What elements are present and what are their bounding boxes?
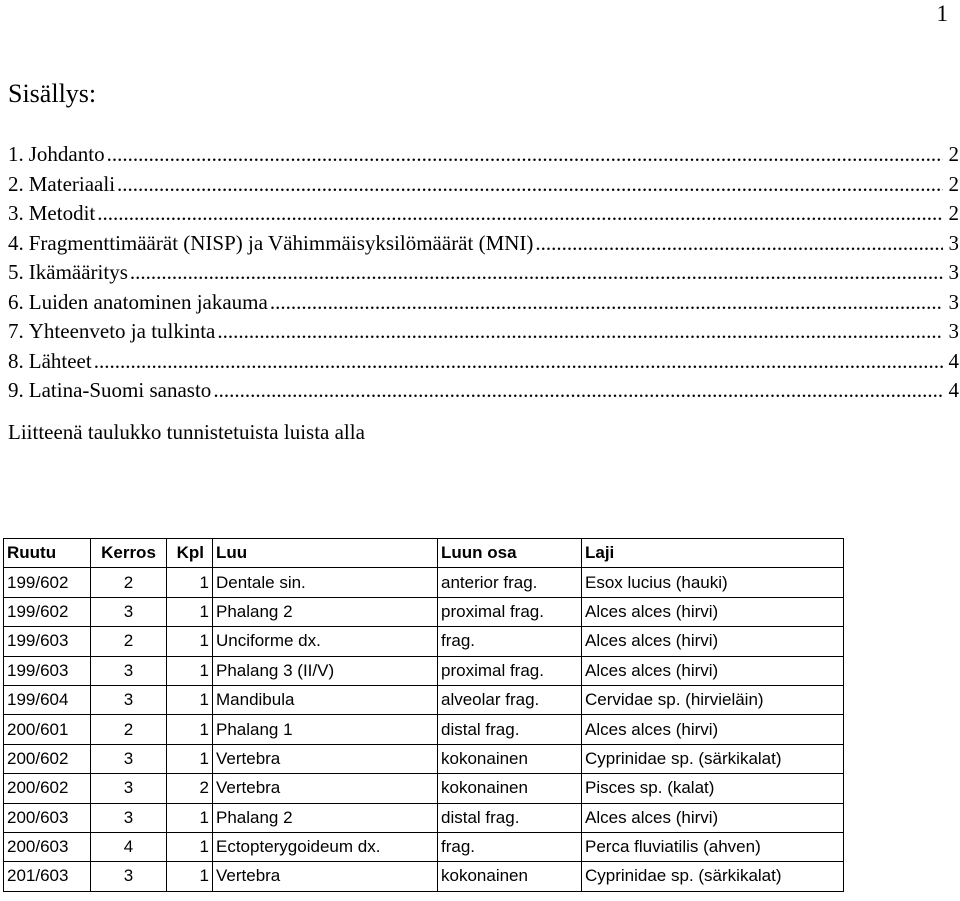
header-luu: Luu xyxy=(213,539,438,568)
table-row xyxy=(4,597,844,626)
cell-ruutu: 200/603 xyxy=(4,832,91,861)
toc-entry-page: 2 xyxy=(948,171,959,196)
cell-kpl: 1 xyxy=(167,627,213,656)
cell-luun-osa: proximal frag. xyxy=(438,656,582,685)
toc-entry-title: Fragmenttimäärät (NISP) ja Vähimmäisyksilömäärät (MNI) xyxy=(28,230,534,255)
toc-entry-title: Luiden anatominen jakauma xyxy=(28,289,268,314)
cell-laji: Alces alces (hirvi) xyxy=(582,715,844,744)
toc-entry[interactable] xyxy=(8,199,959,229)
cell-kerros: 3 xyxy=(91,774,167,803)
toc-entry-page: 3 xyxy=(948,319,959,343)
cell-luun-osa: frag. xyxy=(438,627,582,656)
toc-leader-dots xyxy=(535,229,942,259)
cell-kerros: 4 xyxy=(91,832,167,861)
toc-entry-page: 2 xyxy=(948,142,959,166)
table-row xyxy=(4,862,844,891)
cell-luun-osa: proximal frag. xyxy=(438,597,582,626)
toc-entry-page: 2 xyxy=(948,201,959,225)
cell-luun-osa: kokonainen xyxy=(438,744,582,773)
cell-kpl: 1 xyxy=(167,597,213,626)
toc-entry[interactable] xyxy=(8,317,959,347)
cell-luun-osa: anterior frag. xyxy=(438,568,582,597)
header-luun-osa: Luun osa xyxy=(438,539,582,568)
table-header-row xyxy=(4,539,844,568)
toc-entry[interactable] xyxy=(8,347,959,377)
bone-table xyxy=(3,538,844,892)
table-row xyxy=(4,774,844,803)
toc-leader-dots xyxy=(117,170,942,200)
table-row xyxy=(4,656,844,685)
toc-entry[interactable] xyxy=(8,170,959,200)
cell-ruutu: 200/602 xyxy=(4,774,91,803)
cell-kerros: 3 xyxy=(91,803,167,832)
cell-luu: Mandibula xyxy=(213,685,438,714)
cell-luu: Dentale sin. xyxy=(213,568,438,597)
cell-kpl: 1 xyxy=(167,744,213,773)
page-number: 1 xyxy=(936,1,948,26)
toc-entry[interactable] xyxy=(8,288,959,318)
table-row xyxy=(4,627,844,656)
cell-ruutu: 200/603 xyxy=(4,803,91,832)
toc-leader-dots xyxy=(130,258,943,288)
toc-entry-title: Lähteet xyxy=(28,348,92,373)
cell-kerros: 2 xyxy=(91,627,167,656)
cell-luun-osa: kokonainen xyxy=(438,862,582,891)
cell-kpl: 1 xyxy=(167,715,213,744)
table-row xyxy=(4,744,844,773)
table-of-contents xyxy=(8,140,959,406)
toc-entry-title: Materiaali xyxy=(28,171,116,196)
header-kpl: Kpl xyxy=(167,539,213,568)
cell-luu: Phalang 2 xyxy=(213,597,438,626)
cell-kerros: 3 xyxy=(91,597,167,626)
toc-entry-number: 6. xyxy=(8,289,24,314)
cell-luu: Vertebra xyxy=(213,862,438,891)
cell-luu: Phalang 1 xyxy=(213,715,438,744)
cell-laji: Alces alces (hirvi) xyxy=(582,803,844,832)
cell-laji: Alces alces (hirvi) xyxy=(582,597,844,626)
cell-laji: Perca fluviatilis (ahven) xyxy=(582,832,844,861)
table-row xyxy=(4,685,844,714)
cell-laji: Pisces sp. (kalat) xyxy=(582,774,844,803)
toc-entry-title: Johdanto xyxy=(28,142,105,166)
cell-luu: Unciforme dx. xyxy=(213,627,438,656)
cell-ruutu: 199/602 xyxy=(4,597,91,626)
cell-kerros: 2 xyxy=(91,568,167,597)
cell-luu: Ectopterygoideum dx. xyxy=(213,832,438,861)
cell-kerros: 3 xyxy=(91,862,167,891)
cell-kpl: 2 xyxy=(167,774,213,803)
table-row xyxy=(4,715,844,744)
toc-entry-title: Ikämääritys xyxy=(28,260,128,284)
cell-laji: Cyprinidae sp. (särkikalat) xyxy=(582,862,844,891)
cell-kpl: 1 xyxy=(167,568,213,597)
toc-entry-title: Yhteenveto ja tulkinta xyxy=(28,319,216,343)
toc-entry-title: Latina-Suomi sanasto xyxy=(28,378,212,402)
cell-laji: Esox lucius (hauki) xyxy=(582,568,844,597)
toc-leader-dots xyxy=(213,376,942,406)
toc-entry-number: 9. xyxy=(8,378,24,402)
table-body xyxy=(4,568,844,891)
cell-kpl: 1 xyxy=(167,832,213,861)
cell-luu: Vertebra xyxy=(213,744,438,773)
toc-entry[interactable] xyxy=(8,258,959,288)
cell-luun-osa: distal frag. xyxy=(438,803,582,832)
cell-ruutu: 200/601 xyxy=(4,715,91,744)
toc-leader-dots xyxy=(97,199,942,229)
table-row xyxy=(4,568,844,597)
header-kerros: Kerros xyxy=(91,539,167,568)
table-row xyxy=(4,832,844,861)
cell-laji: Cyprinidae sp. (särkikalat) xyxy=(582,744,844,773)
cell-kpl: 1 xyxy=(167,656,213,685)
toc-leader-dots xyxy=(107,140,943,170)
cell-luun-osa: distal frag. xyxy=(438,715,582,744)
header-ruutu: Ruutu xyxy=(4,539,91,568)
cell-kpl: 1 xyxy=(167,803,213,832)
toc-entry-number: 3. xyxy=(8,201,24,225)
cell-ruutu: 199/603 xyxy=(4,627,91,656)
cell-laji: Cervidae sp. (hirvieläin) xyxy=(582,685,844,714)
toc-entry[interactable] xyxy=(8,229,959,259)
cell-kpl: 1 xyxy=(167,685,213,714)
cell-ruutu: 200/602 xyxy=(4,744,91,773)
toc-entry-page: 4 xyxy=(948,378,959,402)
toc-entry-number: 1. xyxy=(8,142,24,166)
toc-entry-number: 8. xyxy=(8,348,24,373)
table-row xyxy=(4,803,844,832)
header-laji: Laji xyxy=(582,539,844,568)
toc-entry-title: Metodit xyxy=(28,201,96,225)
toc-entry-number: 7. xyxy=(8,319,24,343)
cell-kerros: 3 xyxy=(91,656,167,685)
toc-entry-number: 4. xyxy=(8,230,24,255)
toc-entry[interactable] xyxy=(8,140,959,170)
toc-leader-dots xyxy=(94,347,943,377)
toc-entry-page: 3 xyxy=(948,289,959,314)
cell-laji: Alces alces (hirvi) xyxy=(582,627,844,656)
cell-kerros: 3 xyxy=(91,685,167,714)
toc-entry-page: 4 xyxy=(948,348,959,373)
toc-entry-number: 5. xyxy=(8,260,24,284)
cell-ruutu: 199/602 xyxy=(4,568,91,597)
cell-ruutu: 201/603 xyxy=(4,862,91,891)
toc-entry-number: 2. xyxy=(8,171,24,196)
cell-luu: Vertebra xyxy=(213,774,438,803)
toc-entry-page: 3 xyxy=(948,260,959,284)
cell-kerros: 3 xyxy=(91,744,167,773)
toc-leader-dots xyxy=(270,288,943,318)
toc-heading: Sisällys: xyxy=(8,79,97,108)
toc-leader-dots xyxy=(217,317,942,347)
toc-entry[interactable] xyxy=(8,376,959,406)
cell-ruutu: 199/604 xyxy=(4,685,91,714)
cell-kerros: 2 xyxy=(91,715,167,744)
cell-luun-osa: frag. xyxy=(438,832,582,861)
cell-luun-osa: kokonainen xyxy=(438,774,582,803)
cell-luun-osa: alveolar frag. xyxy=(438,685,582,714)
toc-entry-page: 3 xyxy=(948,230,959,255)
cell-laji: Alces alces (hirvi) xyxy=(582,656,844,685)
cell-luu: Phalang 2 xyxy=(213,803,438,832)
appendix-note: Liitteenä taulukko tunnistetuista luista alla xyxy=(8,420,365,444)
cell-kpl: 1 xyxy=(167,862,213,891)
cell-luu: Phalang 3 (II/V) xyxy=(213,656,438,685)
cell-ruutu: 199/603 xyxy=(4,656,91,685)
